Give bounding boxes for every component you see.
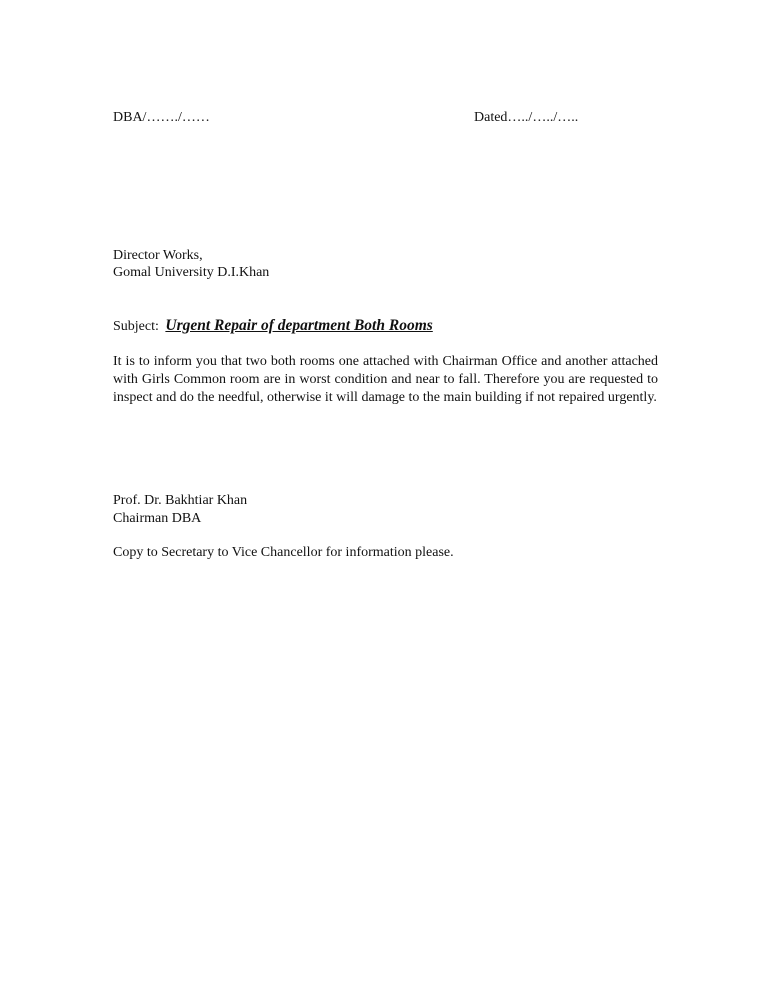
subject-label: Subject:	[113, 319, 159, 334]
subject-title: Urgent Repair of department Both Rooms	[165, 317, 433, 334]
reference-number: DBA/……./……	[113, 110, 210, 125]
body-paragraph: It is to inform you that two both rooms one attached with Chairman Office and another attached with Girls Common room are in worst condition and near to fall. Therefore you are requested to inspect and do the needful, otherwise it will damage to the main building if not repaired urgently.	[113, 354, 658, 405]
subject-line	[113, 317, 433, 335]
date-field: Dated…../…../…..	[474, 110, 579, 125]
recipient-line-2: Gomal University D.I.Khan	[113, 265, 270, 280]
signatory-title: Chairman DBA	[113, 511, 202, 526]
recipient-line-1: Director Works,	[113, 248, 203, 263]
signatory-name: Prof. Dr. Bakhtiar Khan	[113, 493, 248, 508]
copy-to-note: Copy to Secretary to Vice Chancellor for information please.	[113, 545, 454, 560]
